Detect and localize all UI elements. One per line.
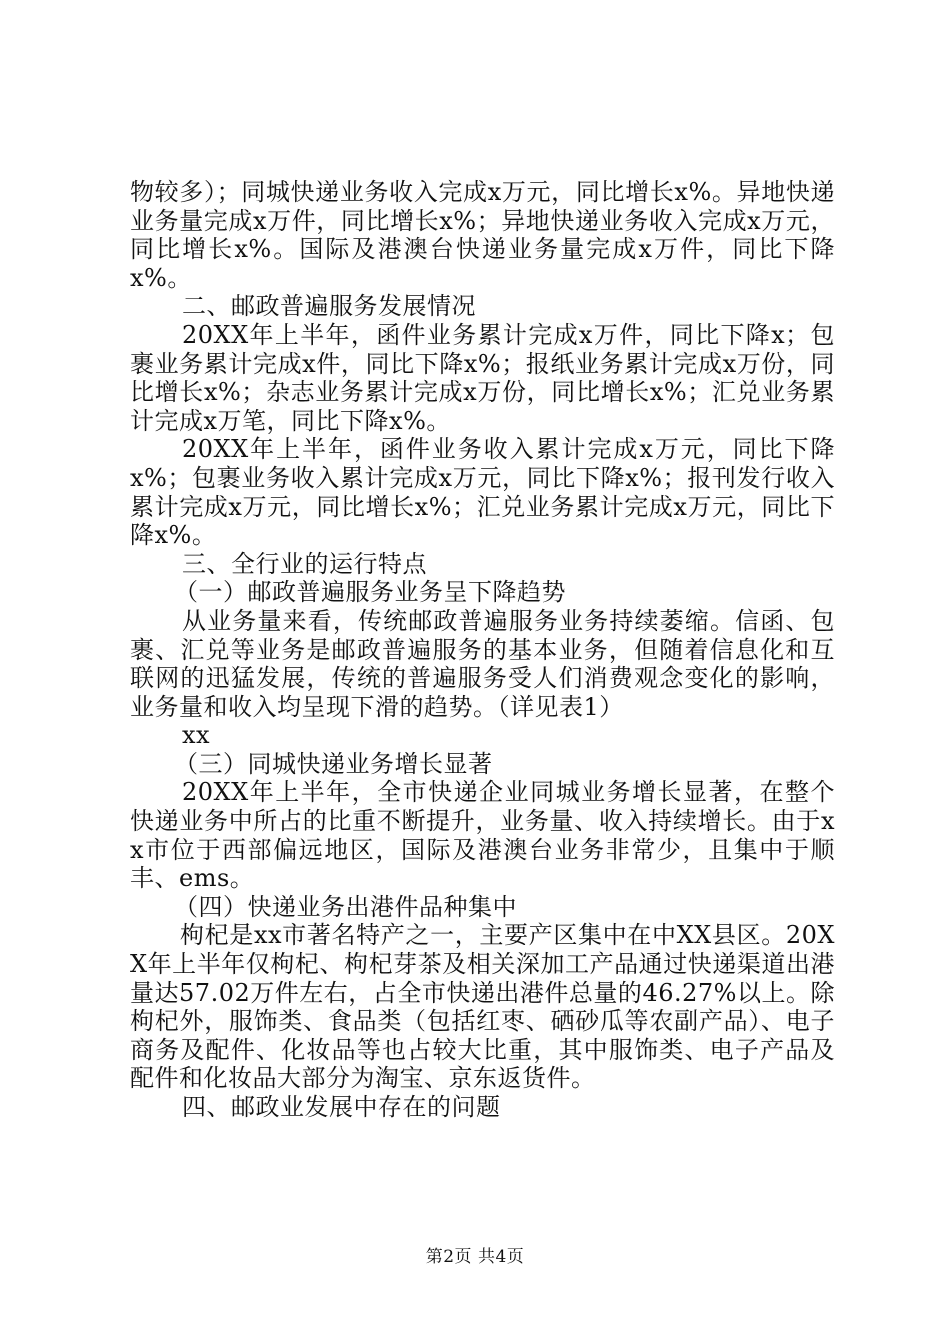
document-body (130, 178, 835, 1122)
section-heading-4: 四、邮政业发展中存在的问题 (182, 1093, 501, 1121)
subsection-heading-3: （三）同城快递业务增长显著 (174, 749, 493, 778)
subsection-heading-1: （一）邮政普遍服务业务呈下降趋势 (174, 578, 566, 607)
page-footer: 第2页 共4页 (425, 1247, 525, 1267)
section-heading-3: 三、全行业的运行特点 (182, 549, 427, 578)
paragraph-local-express: 20XX年上半年，全市快递企业同城业务增长显著，在整个快递业务中所占的比重不断提升，业务量、收入持续增长。由于xx市位于西部偏远地区，国际及港澳台业务非常少，且集中于顺丰、ems。 (130, 778, 835, 893)
section-heading-2: 二、邮政普遍服务发展情况 (182, 292, 476, 321)
paragraph-service-volume: 20XX年上半年，函件业务累计完成x万件，同比下降x；包裹业务累计完成x件，同比下降x%；报纸业务累计完成x万份，同比增长x%；杂志业务累计完成x万份，同比增长x%；汇兑业务累计完成x万笔，同比下降x%。 (130, 320, 835, 435)
subsection-heading-4: （四）快递业务出港件品种集中 (174, 892, 517, 921)
paragraph-outbound-products: 枸杞是xx市著名特产之一，主要产区集中在中XX县区。20XX年上半年仅枸杞、枸杞芽茶及相关深加工产品通过快递渠道出港量达57.02万件左右，占全市快递出港件总量的46.27%以上。除枸杞外，服饰类、食品类（包括红枣、硒砂瓜等农副产品）、电子商务及配件、化妆品等也占较大比重，其中服饰类、电子产品及配件和化妆品大部分为淘宝、京东返货件。 (130, 921, 835, 1093)
paragraph-service-revenue: 20XX年上半年，函件业务收入累计完成x万元，同比下降x%；包裹业务收入累计完成x万元，同比下降x%；报刊发行收入累计完成x万元，同比增长x%；汇兑业务累计完成x万元，同比下降x%。 (130, 435, 835, 550)
paragraph-continuation: 物较多）；同城快递业务收入完成x万元，同比增长x%。异地快递业务量完成x万件，同比增长x%；异地快递业务收入完成x万元，同比增长x%。国际及港澳台快递业务量完成x万件，同比下降x%。 (130, 178, 835, 292)
paragraph-placeholder: xx (182, 721, 211, 750)
paragraph-decline-trend: 从业务量来看，传统邮政普遍服务业务持续萎缩。信函、包裹、汇兑等业务是邮政普遍服务的基本业务，但随着信息化和互联网的迅猛发展，传统的普遍服务受人们消费观念变化的影响，业务量和收入均呈现下滑的趋势。（详见表1） (130, 606, 835, 721)
